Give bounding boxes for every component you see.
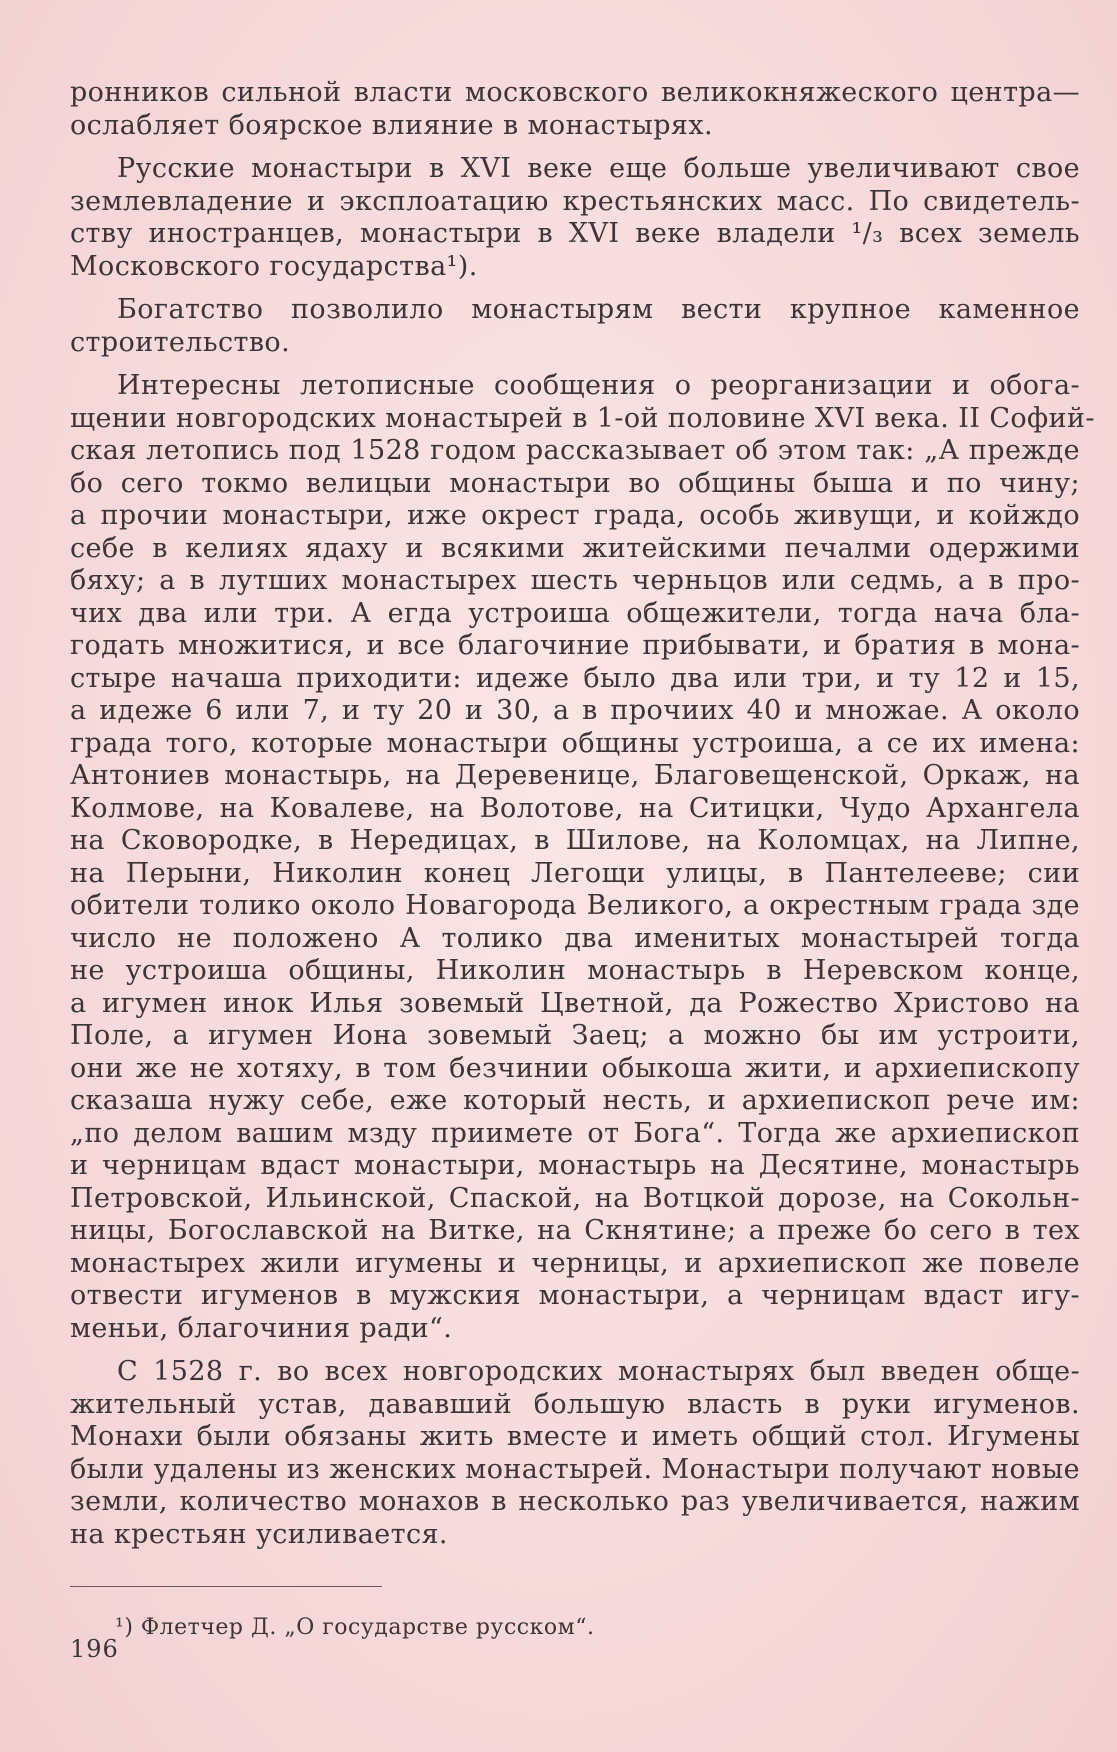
main-text xyxy=(70,77,1095,1551)
text-line: монастырех жили игумены и черницы, и архиепископ же повеле xyxy=(70,1247,1080,1279)
text-line: чих два или три. А егда устроиша общежители, тогда нача бла- xyxy=(70,597,1080,629)
paragraph xyxy=(70,370,1095,1345)
text-line: на крестьян усиливается. xyxy=(70,1518,448,1550)
text-line: ницы, Богославской на Витке, на Скнятине; а преже бо сего в тех xyxy=(70,1215,1080,1246)
text-line: щении новгородских монастырей в 1-ой половине XVI века. II Софий- xyxy=(70,402,1095,434)
text-line: Интересны летописные сообщения о реорганизации и обога- xyxy=(117,370,1080,401)
text-line: Монахи были обязаны жить вместе и иметь общий стол. Игумены xyxy=(70,1421,1080,1452)
text-line: обители толико около Новагорода Великого, а окрестным града зде xyxy=(70,890,1080,921)
text-line: Петровской, Ильинской, Спаской, на Вотцкой дорозе, на Сокольн- xyxy=(70,1182,1080,1214)
footnote-divider xyxy=(70,1586,382,1587)
text-line: ству иностранцев, монастыри в XVI веке владели ¹/₃ всех земель xyxy=(70,218,1080,249)
paragraph xyxy=(70,77,1080,142)
text-line: Московского государства¹). xyxy=(70,250,478,282)
text-line: меньи, благочиния ради“. xyxy=(70,1312,453,1344)
text-line: Богатство позволило монастырям вести крупное каменное xyxy=(117,294,1080,325)
text-line: а идеже 6 или 7, и ту 20 и 30, а в прочиих 40 и множае. А около xyxy=(70,695,1080,726)
text-line: земли, количество монахов в несколько раз увеличивается, нажим xyxy=(70,1486,1080,1517)
text-line: бяху; а в лутших монастырех шесть черньцов или седмь, а в про- xyxy=(70,565,1080,596)
page-number: 196 xyxy=(70,1635,119,1663)
text-line: годать множитися, и все благочиние прибывати, и братия в мона- xyxy=(70,630,1080,661)
text-line: ронников сильной власти московского великокняжеского центра— xyxy=(70,77,1080,108)
text-line: Русские монастыри в XVI веке еще больше увеличивают свое xyxy=(117,153,1080,184)
paragraph xyxy=(70,153,1080,283)
text-line: С 1528 г. во всех новгородских монастырях был введен обще- xyxy=(117,1356,1080,1387)
footnote: ¹) Флетчер Д. „О государстве русском“. xyxy=(115,1615,595,1640)
paragraph xyxy=(70,294,1080,359)
text-line: ская летопись под 1528 годом рассказывает об этом так: „А прежде xyxy=(70,435,1080,466)
text-line: землевладение и эксплоатацию крестьянских масс. По свидетель- xyxy=(70,185,1080,217)
text-line: жительный устав, дававший большую власть в руки игуменов. xyxy=(70,1388,1080,1420)
text-line: они же не хотяху, в том безчинии обыкоша жити, и архиепископу xyxy=(70,1052,1080,1084)
text-line: Антониев монастырь, на Деревенице, Благовещенской, Оркаж, на xyxy=(70,760,1080,791)
text-line: были удалены из женских монастырей. Монастыри получают новые xyxy=(70,1453,1080,1485)
text-line: Поле, а игумен Иона зовемый Заец; а можно бы им устроити, xyxy=(70,1020,1080,1051)
text-line: а прочии монастыри, иже окрест града, особь живущи, и койждо xyxy=(70,500,1080,531)
paragraph xyxy=(70,1356,1080,1551)
text-line: „по делом вашим мзду приимете от Бога“. Тогда же архиепископ xyxy=(70,1117,1080,1149)
text-line: себе в келиях ядаху и всякими житейскими печалми одержими xyxy=(70,532,1080,564)
text-line: отвести игуменов в мужския монастыри, а черницам вдаст игу- xyxy=(70,1280,1080,1311)
text-line: а игумен инок Илья зовемый Цветной, да Рожество Христово на xyxy=(70,987,1080,1019)
text-line: стыре начаша приходити: идеже было два или три, и ту 12 и 15, xyxy=(70,662,1080,694)
text-line: ослабляет боярское влияние в монастырях. xyxy=(70,109,713,141)
text-line: число не положено А толико два именитых монастырей тогда xyxy=(70,922,1080,954)
text-line: не устроиша общины, Николин монастырь в Неревском конце, xyxy=(70,955,1080,986)
text-line: сказаша нужу себе, еже который несть, и архиепископ рече им: xyxy=(70,1085,1080,1116)
text-line: Колмове, на Ковалеве, на Волотове, на Ситицки, Чудо Архангела xyxy=(70,792,1080,824)
text-line: на Сковородке, в Нередицах, в Шилове, на Коломцах, на Липне, xyxy=(70,825,1080,856)
text-line: строительство. xyxy=(70,326,291,358)
text-line: бо сего токмо велицыи монастыри во общины быша и по чину; xyxy=(70,467,1080,499)
text-line: и черницам вдаст монастыри, монастырь на Десятине, монастырь xyxy=(70,1150,1080,1181)
text-line: града того, которые монастыри общины устроиша, а се их имена: xyxy=(70,727,1080,759)
text-line: на Перыни, Николин конец Легощи улицы, в Пантелееве; сии xyxy=(70,857,1080,889)
